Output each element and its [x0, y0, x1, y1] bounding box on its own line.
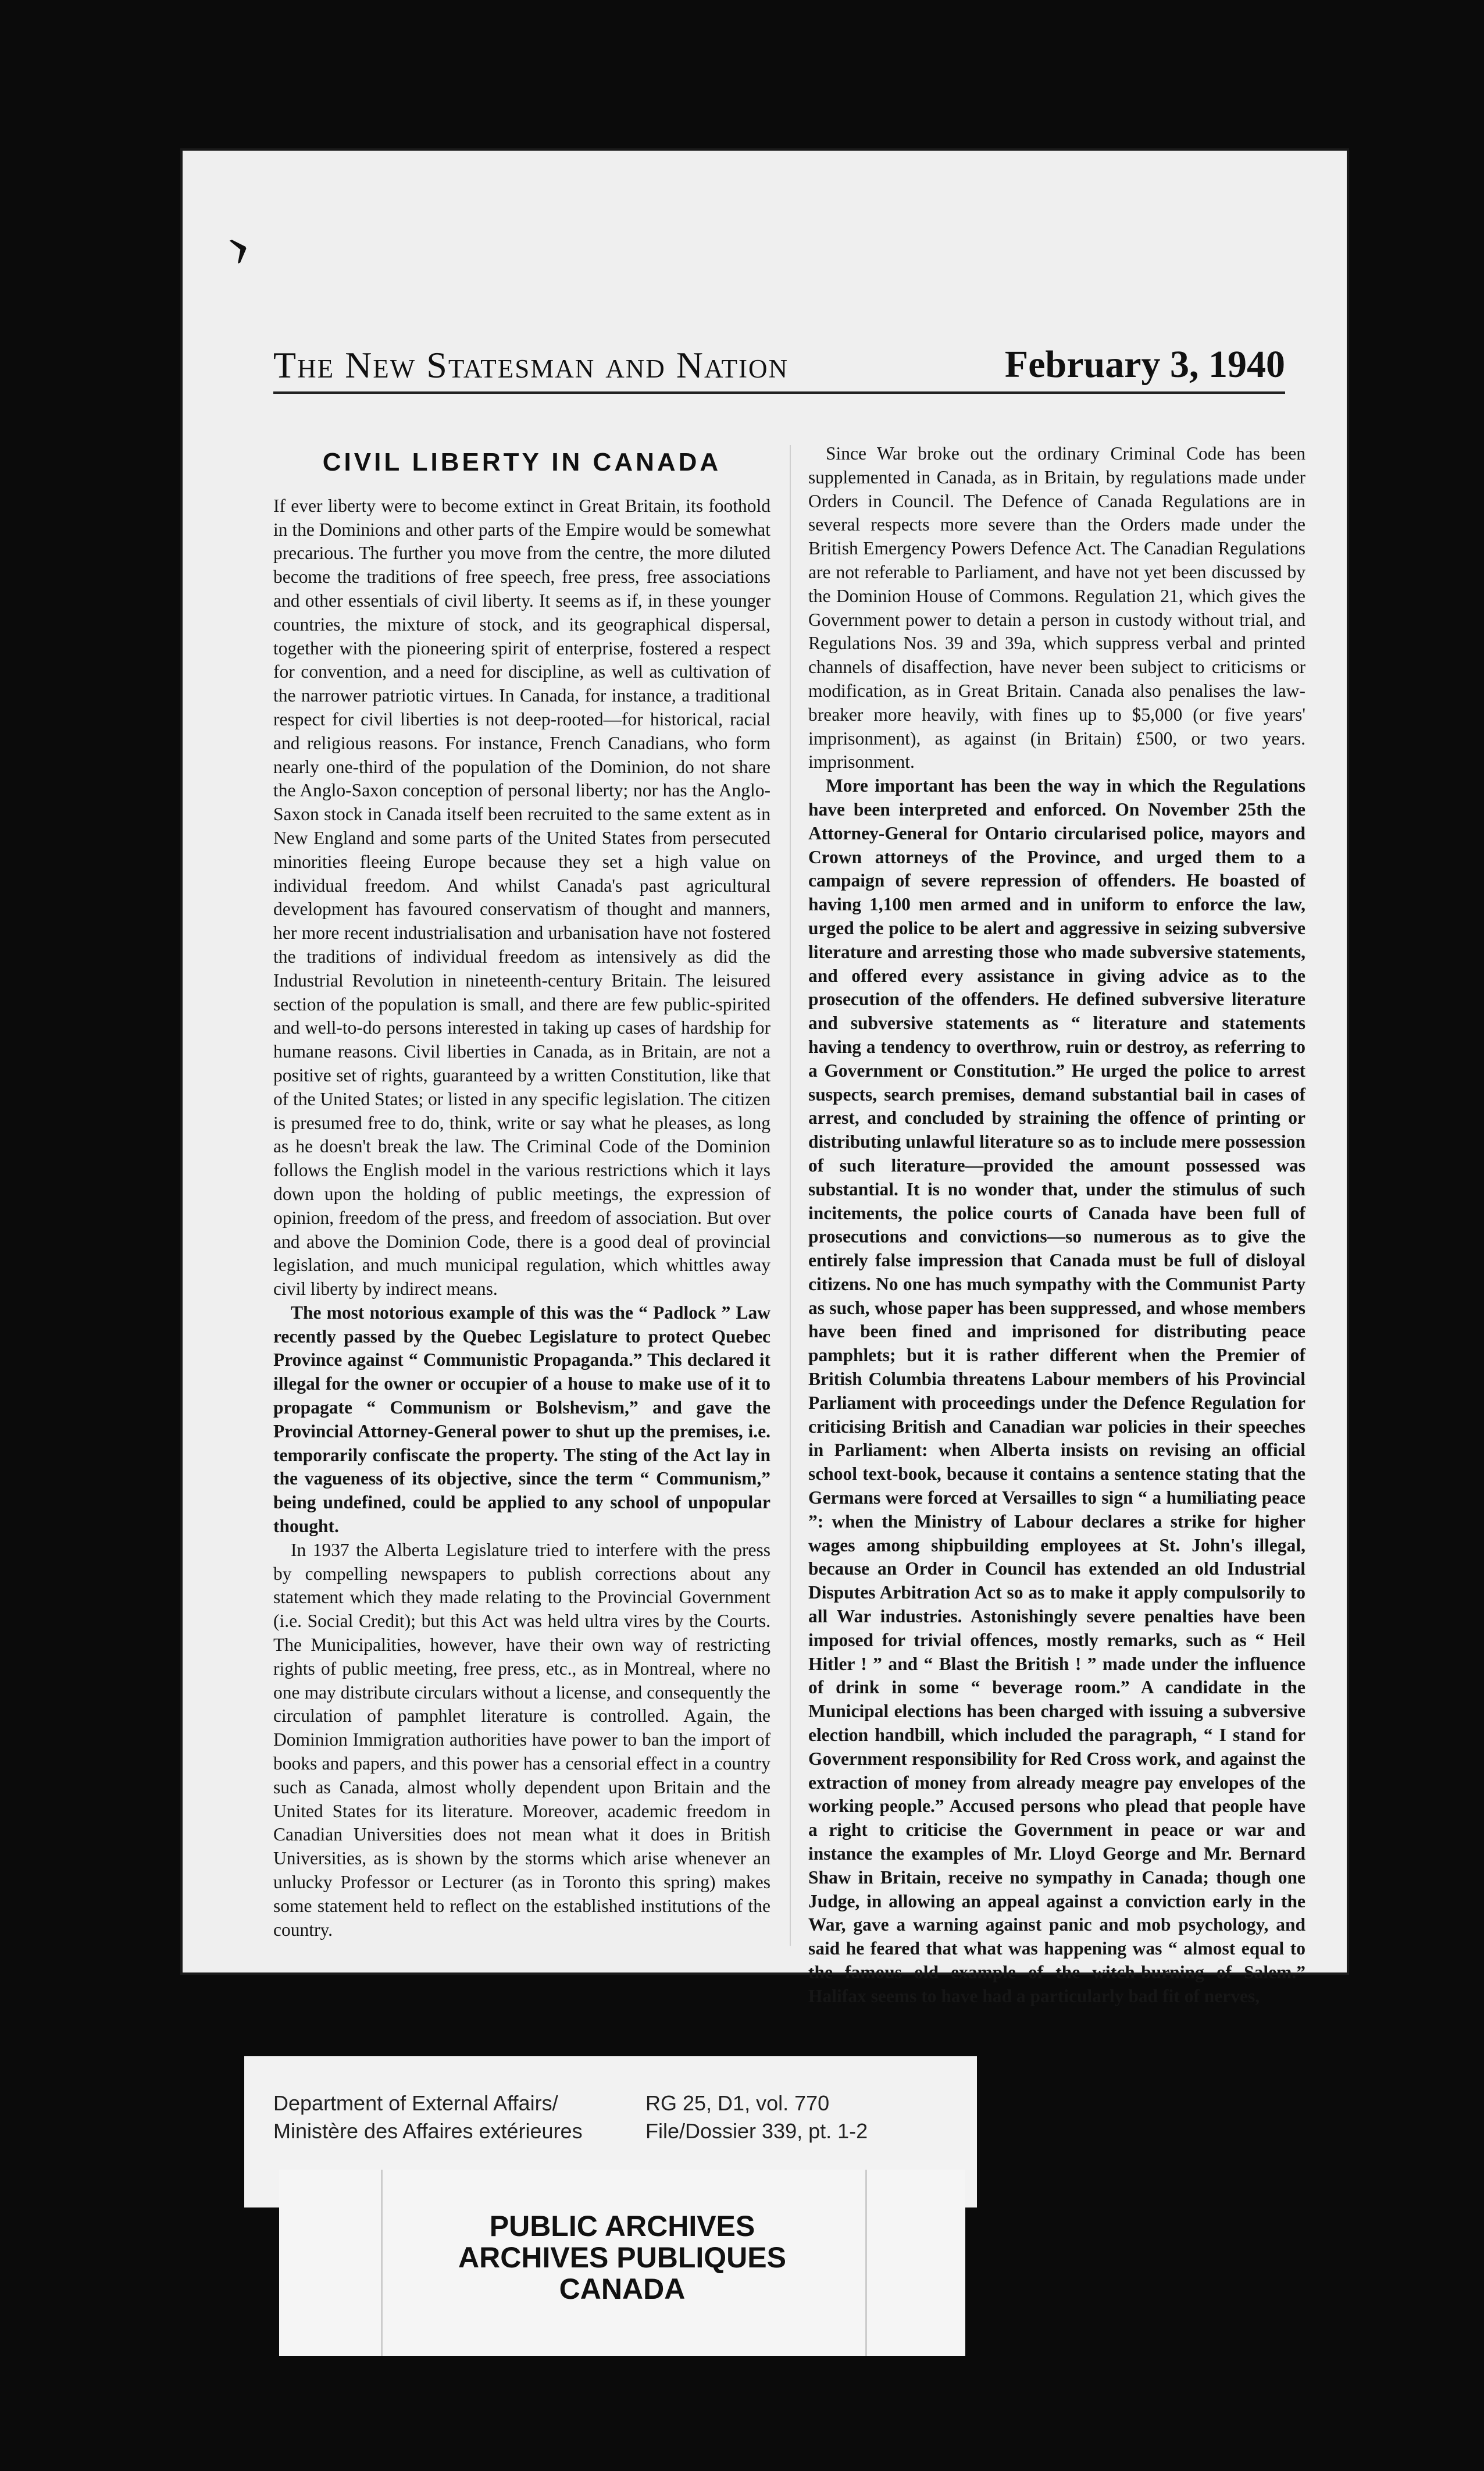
stamp-text — [381, 2210, 864, 2305]
stamp-line: ARCHIVES PUBLIQUES — [458, 2241, 786, 2274]
department-french: Ministère des Affaires extérieures — [273, 2119, 583, 2143]
handwritten-mark: › — [215, 206, 260, 280]
paragraph: In 1937 the Alberta Legislature tried to interfere with the press by compelling newspapers to publish corrections about any statement which they made relating to the Provincial Government (i.e. Social Credit); but this Act was held ultra vires by the Courts. The Municipalities, however, have their own way of restricting rights of public meeting, free press, etc., as in Montreal, where no one may distribute circulars without a license, and consequently the circulation of pamphlet literature is controlled. Again, the Dominion Immigration authorities have power to ban the import of books and papers, and this power has a censorial effect in a country such as Canada, almost wholly dependent upon Britain and the United States for its literature. Moreover, academic freedom in Canadian Universities does not mean what it does in British Universities, as is shown by the storms which arise whenever an unlucky Professor or Lecturer (as in Toronto this spring) makes some statement held to reflect on the established institutions of the country. — [273, 1539, 770, 1940]
journal-title: The New Statesman and Nation — [273, 344, 789, 386]
left-column — [273, 448, 770, 1942]
archives-stamp — [279, 2170, 965, 2356]
column-divider — [790, 445, 791, 1946]
paragraph: More important has been the way in which the Regulations have been interpreted and enforced. On November 25th the Attorney-General for Ontario circularised police, mayors and Crown attorneys of the Province, and urged them to a campaign of severe repression of offenders. He boasted of having 1,100 men armed and in uniform to enforce the law, urged the police to be alert and aggressive in seizing subversive literature and arresting those who made subversive statements, and offered every assistance in giving advice as to the prosecution of the offenders. He defined subversive literature and subversive statements as “ literature and statements having a tendency to overthrow, ruin or destroy, as referring to a Government or Constitution.” He urged the police to arrest suspects, search premises, demand substantial bail in cases of arrest, and concluded by straining the offence of printing or distributing unlawful literature so as to include mere possession of such literature—provided the amount possessed was substantial. It is no wonder that, under the stimulus of such incitements, the police courts of Canada have been full of prosecutions and convictions—so numerous as to give the entirely false impression that Canada must be full of disloyal citizens. No one has much sympathy with the Communist Party as such, whose paper has been suppressed, and whose members have been fined and imprisoned for distributing peace pamphlets; but it is rather different when the Premier of British Columbia threatens Labour members of his Provincial Parliament with proceedings under the Defence Regulation for criticising British and Canadian war policies in their speeches in Parliament: when Alberta insists on revising an official school text-book, because it contains a sentence stating that the Germans were forced at Versailles to sign “ a humiliating peace ”: when the Ministry of Labour declares a strike for higher wages among shipbuilding employees at St. John's illegal, because an Order in Council has extended an old Industrial Disputes Arbitration Act so as to make it apply compulsorily to all War industries. Astonishingly severe penalties have been imposed for trivial offences, mostly remarks, such as “ Heil Hitler ! ” and “ Blast the British ! ” made under the influence of drink in some “ beverage room.” A candidate in the Municipal elections has been charged with issuing a subversive election handbill, which included the paragraph, “ I stand for Government responsibility for Red Cross work, and against the extraction of money from already meagre pay envelopes of the working people.” Accused persons who plead that people have a right to criticise the Government in peace or war and instance the examples of Mr. Lloyd George and Mr. Bernard Shaw in Britain, receive no sympathy in Canada; though one Judge, in allowing an appeal against a conviction early in the War, gave a warning against panic and mob psychology, and said he feared that what was happening was “ almost equal to the famous old example of the witch-burning of Salem.” Halifax seems to have had a particularly bad fit of nerves, — [808, 775, 1305, 2006]
department-english: Department of External Affairs/ — [273, 2091, 558, 2115]
paragraph: If ever liberty were to become extinct in Great Britain, its foothold in the Dominions and other parts of the Empire would be somewhat precarious. The further you move from the centre, the more diluted become the traditions of free speech, free press, free associations and other essentials of civil liberty. It seems as if, in these younger countries, the mixture of stock, and its geographical dispersal, together with the pioneering spirit of enterprise, fostered a respect for convention, and a need for discipline, as well as cultivation of the narrower patriotic virtues. In Canada, for instance, a traditional respect for civil liberties is not deep-rooted—for historical, racial and religious reasons. For instance, French Canadians, who form nearly one-third of the population of the Dominion, do not share the Anglo-Saxon conception of personal liberty; nor has the Anglo-Saxon stock in Canada itself been recruited to the same extent as in New England and some parts of the United States from persecuted minorities fleeing Europe because they set a high value on individual freedom. And whilst Canada's past agricultural development has favoured conservatism of thought and manners, her more recent industrialisation and urbanisation have not fostered the traditions of individual freedom as intensively as did the Industrial Revolution in nineteenth-century Britain. The leisured section of the population is small, and there are few public-spirited and well-to-do persons interested in taking up cases of hardship for humane reasons. Civil liberties in Canada, as in Britain, are not a positive set of rights, guaranteed by a written Constitution, like that of the United States; or listed in any specific legislation. The citizen is presumed free to do, think, write or say what he pleases, as long as he doesn't break the law. The Criminal Code of the Dominion follows the English model in the various restrictions which it lays down upon the holding of public meetings, the expression of opinion, freedom of the press, and freedom of association. But over and above the Dominion Code, there is a good deal of provincial legislation, and much municipal regulation, which whittles away civil liberty by indirect means. — [273, 495, 770, 1299]
paragraph: Since War broke out the ordinary Criminal Code has been supplemented in Canada, as in Britain, by regulations made under Orders in Council. The Defence of Canada Regulations are in several respects more severe than the Orders made under the British Emergency Powers Defence Act. The Canadian Regulations are not referable to Parliament, and have not yet been discussed by the Dominion House of Commons. Regulation 21, which gives the Government power to detain a person in custody without trial, and Regulations Nos. 39 and 39a, which suppress verbal and printed channels of disaffection, have never been subject to criticisms or modification, as in Great Britain. Canada also penalises the law-breaker more heavily, with fines up to $5,000 (or five years' imprisonment), as against (in Britain) £500, or two years. imprisonment. — [808, 443, 1305, 772]
stamp-line: CANADA — [559, 2273, 686, 2305]
article-title: CIVIL LIBERTY IN CANADA — [322, 448, 722, 476]
newspaper-page — [180, 148, 1349, 2006]
issue-date: February 3, 1940 — [1004, 343, 1285, 386]
right-column — [808, 442, 1305, 2009]
paragraph: The most notorious example of this was the “ Padlock ” Law recently passed by the Quebec Legislature to protect Quebec Province against “ Communistic Propaganda.” This declared it illegal for the owner or occupier of a house to make use of it to propagate “ Communism or Bolshevism,” and gave the Provincial Attorney-General power to shut up the premises, i.e. temporarily confiscate the property. The sting of the Act lay in the vagueness of its objective, since the term “ Communism,” being undefined, could be applied to any school of unpopular thought. — [273, 1302, 770, 1537]
stamp-line: PUBLIC ARCHIVES — [489, 2210, 755, 2242]
record-group-reference: RG 25, D1, vol. 770 — [645, 2091, 830, 2115]
masthead — [273, 323, 1285, 394]
file-reference: File/Dossier 339, pt. 1-2 — [645, 2119, 868, 2143]
